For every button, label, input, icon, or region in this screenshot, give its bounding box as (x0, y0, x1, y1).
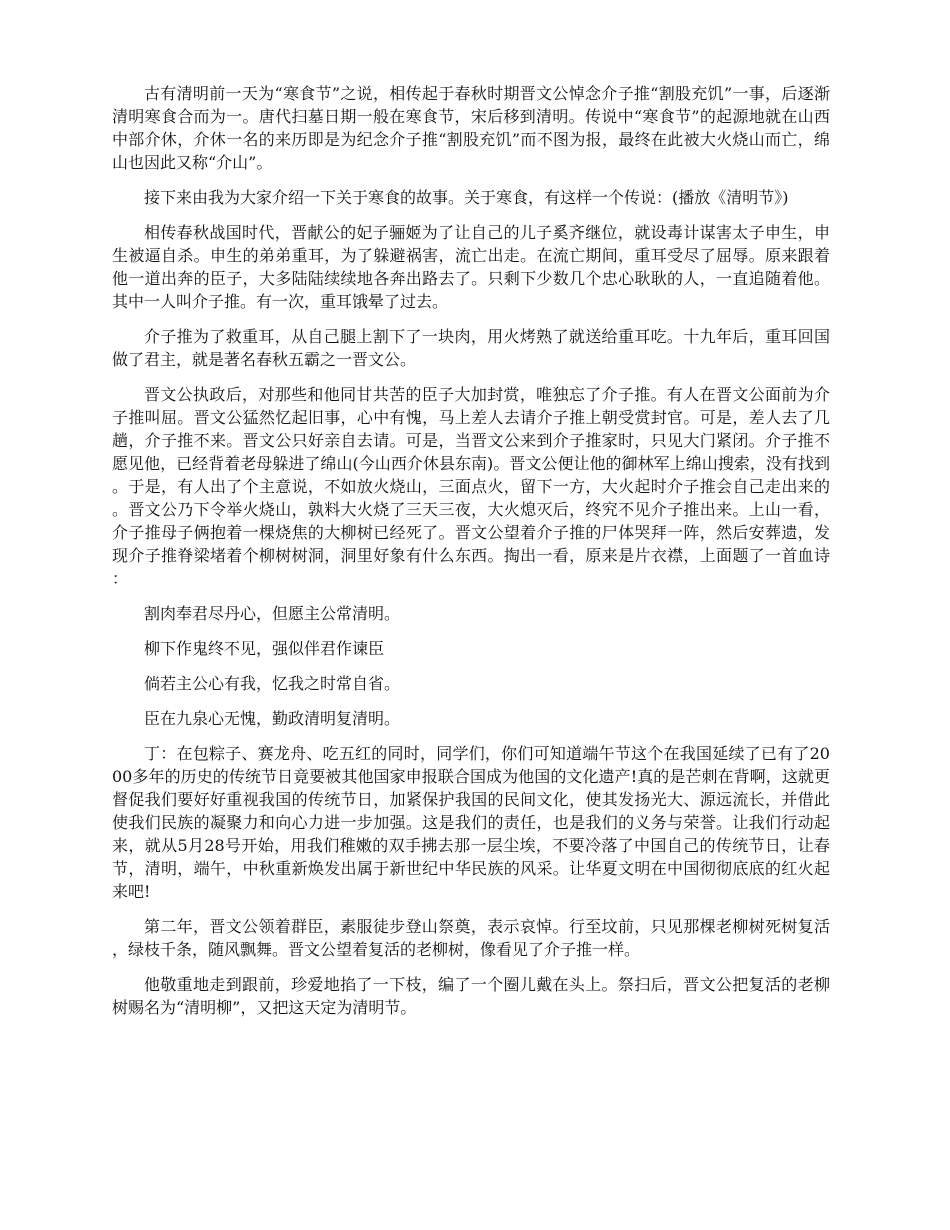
paragraph-chong-er-exile: 相传春秋战国时代，晋献公的妃子骊姬为了让自己的儿子奚齐继位，就设毒计谋害太子申生，申生被逼自杀。申生的弟弟重耳，为了躲避祸害，流亡出走。在流亡期间，重耳受尽了屈辱。原来跟着他一道出奔的臣子，大多陆陆续续地各奔出路去了。只剩下少数几个忠心耿耿的人，一直追随着他。其中一人叫介子推。有一次，重耳饿晕了过去。 (112, 223, 830, 311)
paragraph-story-intro: 接下来由我为大家介绍一下关于寒食的故事。关于寒食，有这样一个传说：(播放《清明节》) (144, 188, 789, 207)
poem-line-1: 割肉奉君尽丹心，但愿主公常清明。 (144, 604, 401, 623)
document-page (112, 82, 830, 1031)
poem-line-3: 倘若主公心有我，忆我之时常自省。 (144, 674, 401, 693)
poem-line-2: 柳下作鬼终不见，强似伴君作谏臣 (144, 639, 385, 658)
paragraph-second-year: 第二年，晋文公领着群臣，素服徒步登山祭奠，表示哀悼。行至坟前，只见那棵老柳树死树复活，绿枝千条，随风飘舞。晋文公望着复活的老柳树，像看见了介子推一样。 (112, 917, 830, 959)
paragraph-mianshan-fire: 晋文公执政后，对那些和他同甘共苦的臣子大加封赏，唯独忘了介子推。有人在晋文公面前为介子推叫屈。晋文公猛然忆起旧事，心中有愧，马上差人去请介子推上朝受赏封官。可是，差人去了几趟，介子推不来。晋文公只好亲自去请。可是，当晋文公来到介子推家时，只见大门紧闭。介子推不愿见他，已经背着老母躲进了绵山(今山西介休县东南)。晋文公便让他的御林军上绵山搜索，没有找到。于是，有人出了个主意说，不如放火烧山，三面点火，留下一方，大火起时介子推会自己走出来的。晋文公乃下令举火烧山，孰料大火烧了三天三夜，大火熄灭后，终究不见介子推出来。上山一看，介子推母子俩抱着一棵烧焦的大柳树已经死了。晋文公望着介子推的尸体哭拜一阵，然后安葬遗，发现介子推脊梁堵着个柳树树洞，洞里好象有什么东西。掏出一看，原来是片衣襟，上面题了一首血诗： (112, 385, 830, 588)
paragraph-jie-zitui-sacrifice: 介子推为了救重耳，从自己腿上割下了一块肉，用火烤熟了就送给重耳吃。十九年后，重耳回国做了君主，就是著名春秋五霸之一晋文公。 (112, 327, 830, 369)
paragraph-hanshi-origin: 古有清明前一天为“寒食节”之说，相传起于春秋时期晋文公悼念介子推“割股充饥”一事，后逐渐清明寒食合而为一。唐代扫墓日期一般在寒食节，宋后移到清明。传说中“寒食节”的起源地就在山西中部介休，介休一名的来历即是为纪念介子推“割股充饥”而不图为报，最终在此被大火烧山而亡，绵山也因此又称“介山”。 (112, 84, 830, 172)
paragraph-duanwu-heritage: 丁：在包粽子、赛龙舟、吃五红的同时，同学们，你们可知道端午节这个在我国延续了已有了2000多年的历史的传统节日竟要被其他国家申报联合国成为他国的文化遗产!真的是芒刺在背啊，这就更督促我们要好好重视我国的传统节日，加紧保护我国的民间文化，使其发扬光大、源远流长，并借此使我们民族的凝聚力和向心力进一步加强。这是我们的责任，也是我们的义务与荣誉。让我们行动起来，就从5月28号开始，用我们稚嫩的双手拂去那一层尘埃，不要冷落了中国自己的传统节日，让春节，清明，端午，中秋重新焕发出属于新世纪中华民族的风采。让华夏文明在中国彻彻底底的红火起来吧! (112, 744, 830, 901)
poem-line-4: 臣在九泉心无愧，勤政清明复清明。 (144, 709, 401, 728)
paragraph-qingming-willow: 他敬重地走到跟前，珍爱地掐了一下枝，编了一个圈儿戴在头上。祭扫后，晋文公把复活的老柳树赐名为“清明柳”，又把这天定为清明节。 (112, 975, 830, 1017)
